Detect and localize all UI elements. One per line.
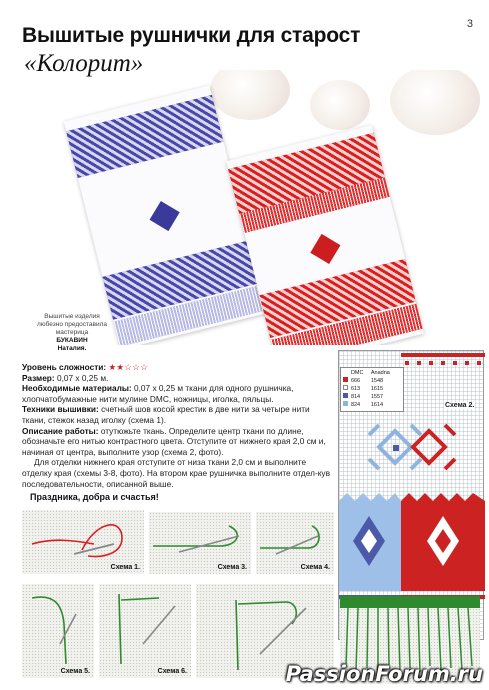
materials-value: 0,07 х 0,25 м ткани для одного рушничка, хлопчатобумажные нити мулине DMC, ножницы, иголка, пяльцы. <box>22 383 294 404</box>
color-key <box>340 367 404 412</box>
color-swatch <box>343 401 348 406</box>
key-dmc: 824 <box>350 401 361 408</box>
materials-line <box>22 383 334 404</box>
work-line <box>22 426 334 458</box>
flower-decoration <box>310 80 370 130</box>
thread-drawing <box>22 584 94 678</box>
work-label: Описание работы: <box>22 425 99 436</box>
key-dmc: 613 <box>350 385 361 392</box>
color-swatch <box>343 377 348 382</box>
difficulty-stars: ★★☆☆☆ <box>108 362 149 372</box>
size-line <box>22 373 334 384</box>
page-number: 3 <box>466 18 473 30</box>
step-label: Схема 6. <box>157 668 187 675</box>
credit-name: Наталия. <box>57 345 87 352</box>
chart-red-band <box>401 493 485 599</box>
technique-label: Техники вышивки: <box>22 404 99 415</box>
step-label: Схема 5. <box>60 668 90 675</box>
technique-line <box>22 404 334 425</box>
key-row <box>343 393 401 401</box>
key-row <box>343 385 401 393</box>
color-swatch <box>343 385 348 390</box>
thread-drawing <box>99 584 191 678</box>
chart-top-border <box>401 353 485 365</box>
instructions <box>22 362 334 489</box>
key-row <box>343 401 401 409</box>
key-header-anadna: Anadna <box>370 370 390 376</box>
key-row <box>343 377 401 385</box>
technique-value: счетный шов косой крестик в две нити за четыре нити ткани, стежок назад иголку (схема 1). <box>22 404 310 425</box>
blue-towel <box>64 85 266 345</box>
finish-line <box>22 457 334 489</box>
article-subtitle: «Колорит» <box>24 50 144 77</box>
blue-pattern-band <box>66 95 223 178</box>
flower-decoration <box>390 70 480 135</box>
article-title: Вышитые рушнички для старост <box>22 24 361 47</box>
step-label: Схема 1. <box>110 564 140 571</box>
step-photo-3 <box>149 512 251 574</box>
size-label: Размер: <box>22 372 55 383</box>
color-key-table <box>343 370 401 409</box>
key-anadna: 1557 <box>370 393 384 400</box>
step-photo-6 <box>99 584 191 678</box>
chart-label: Схема 2. <box>445 402 475 409</box>
color-swatch <box>343 393 348 398</box>
slogan: Праздника, добра и счастья! <box>30 492 159 502</box>
step-label: Схема 4. <box>300 564 330 571</box>
chart-blue-band <box>339 493 401 599</box>
size-value: 0,07 х 0,25 м. <box>56 372 109 383</box>
credit-name: БУКАВИН <box>56 337 88 344</box>
step-photo-5 <box>22 584 94 678</box>
key-anadna: 1548 <box>370 377 384 384</box>
step-photo-4 <box>256 512 334 574</box>
watermark: PassionForum.ru <box>285 662 483 686</box>
hero-photo <box>60 70 480 345</box>
key-anadna: 1614 <box>370 401 384 408</box>
credit-line: любезно предоставила <box>36 321 108 328</box>
materials-label: Необходимые материалы: <box>22 383 132 394</box>
step-photo-1 <box>22 510 144 574</box>
key-dmc: 666 <box>350 377 361 384</box>
blue-motif <box>150 201 180 231</box>
difficulty-label: Уровень сложности: <box>22 362 107 372</box>
photo-credit <box>22 313 122 353</box>
credit-line: Вышитые изделия <box>44 313 100 320</box>
finish-value: Для отделки нижнего края отступите от низа ткани 2,0 см и выполните отделку края (схемы 3-8, фото). На втором крае рушничка выполните отдел-кув последовательности, описанной выше. <box>22 457 330 489</box>
red-motif <box>310 234 340 264</box>
key-header-dmc: DMC <box>350 370 364 376</box>
key-anadna: 1615 <box>370 385 384 392</box>
work-value: отутюжьте ткань. Определите центр ткани по длине, обозначьте его нитью контрастного цвета. Отступите от нижнего края 2,0 см и, начиная от центра, выполните узор (схема 2, фото). <box>22 425 326 457</box>
step-label: Схема 3. <box>217 564 247 571</box>
key-dmc: 814 <box>350 393 361 400</box>
chart-center-mark <box>393 445 399 451</box>
difficulty-line <box>22 362 334 373</box>
credit-line: мастерица <box>55 329 89 336</box>
flower-decoration <box>210 70 290 120</box>
key-header-swatch <box>343 370 351 377</box>
